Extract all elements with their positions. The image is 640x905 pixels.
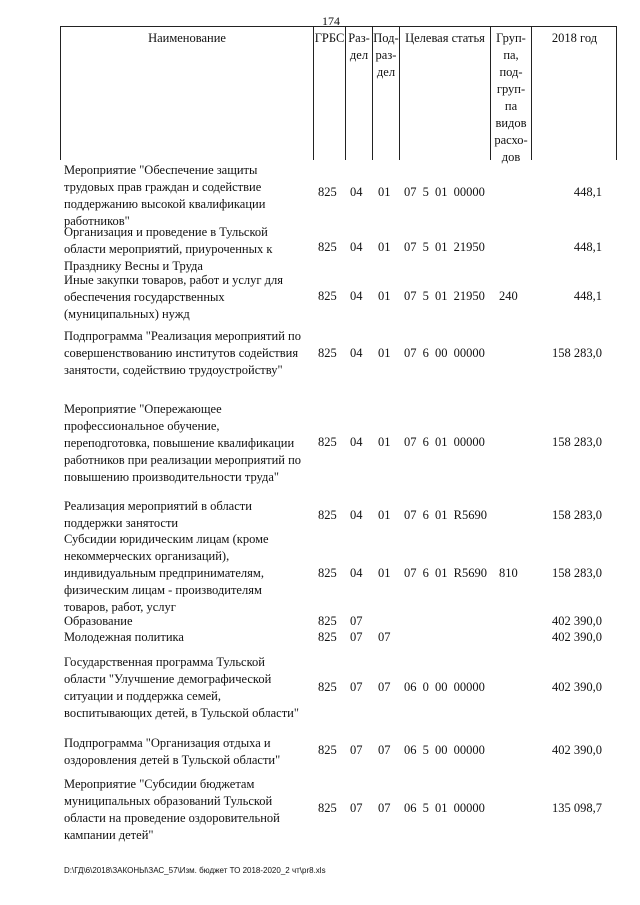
- row-amount: 158 283,0: [552, 435, 602, 449]
- row-target: 07 6 01 00000: [404, 435, 485, 449]
- row-podrazdel: 01: [378, 566, 391, 580]
- row-target: 07 5 01 21950: [404, 240, 485, 254]
- row-target: 06 0 00 00000: [404, 680, 485, 694]
- header-name: Наименование: [148, 31, 226, 45]
- header-razdel: Раз- дел: [348, 31, 370, 62]
- row-grbs: 825: [318, 435, 337, 449]
- row-razdel: 07: [350, 680, 363, 694]
- row-target: 07 5 01 21950: [404, 289, 485, 303]
- row-razdel: 04: [350, 435, 363, 449]
- row-amount: 402 390,0: [552, 680, 602, 694]
- header-year: 2018 год: [551, 31, 598, 45]
- row-name: Подпрограмма "Организация отдыха и оздоровления детей в Тульской области": [64, 736, 281, 767]
- row-target: 07 5 01 00000: [404, 185, 485, 199]
- row-name: Мероприятие "Субсидии бюджетам муниципальных образований Тульской области на проведение оздоровительной кампании детей": [64, 777, 280, 842]
- row-amount: 158 283,0: [552, 346, 602, 360]
- row-name: Подпрограмма "Реализация мероприятий по совершенствованию институтов содействия занятости, содействию трудоустройству": [64, 329, 301, 377]
- row-name: Мероприятие "Обеспечение защиты трудовых прав граждан и содействие поддержанию высокой квалификации работников": [64, 163, 266, 228]
- row-podrazdel: 01: [378, 435, 391, 449]
- row-grbs: 825: [318, 743, 337, 757]
- row-name: Образование: [64, 614, 133, 628]
- row-razdel: 04: [350, 346, 363, 360]
- row-grbs: 825: [318, 185, 337, 199]
- row-grbs: 825: [318, 566, 337, 580]
- row-vid: 810: [499, 566, 518, 580]
- row-amount: 158 283,0: [552, 566, 602, 580]
- row-vid: 240: [499, 289, 518, 303]
- row-razdel: 04: [350, 240, 363, 254]
- row-name: Организация и проведение в Тульской области мероприятий, приуроченных к Празднику Весны и Труда: [64, 225, 273, 273]
- row-razdel: 04: [350, 508, 363, 522]
- row-podrazdel: 07: [378, 801, 391, 815]
- row-grbs: 825: [318, 801, 337, 815]
- row-target: 07 6 01 R5690: [404, 566, 487, 580]
- row-grbs: 825: [318, 289, 337, 303]
- row-razdel: 04: [350, 289, 363, 303]
- row-podrazdel: 07: [378, 630, 391, 644]
- row-target: 07 6 00 00000: [404, 346, 485, 360]
- header-target: Целевая статья: [405, 31, 485, 45]
- row-podrazdel: 07: [378, 743, 391, 757]
- row-amount: 402 390,0: [552, 614, 602, 628]
- row-amount: 448,1: [573, 185, 602, 199]
- header-vid: Груп- па, под- груп- па видов расхо- дов: [494, 31, 528, 164]
- row-grbs: 825: [318, 240, 337, 254]
- file-path-footer: D:\ГД\6\2018\ЗАКОНЫ\ЗАС_57\Изм. бюджет ТО 2018-2020_2 чт\pr8.xls: [64, 866, 326, 875]
- row-amount: 448,1: [573, 289, 602, 303]
- row-razdel: 04: [350, 566, 363, 580]
- row-name: Государственная программа Тульской области "Улучшение демографической ситуации и поддержка семей, воспитывающих детей, в Тульской области": [64, 655, 299, 720]
- row-razdel: 04: [350, 185, 363, 199]
- row-amount: 135 098,7: [552, 801, 602, 815]
- row-razdel: 07: [350, 630, 363, 644]
- row-target: 06 5 01 00000: [404, 801, 485, 815]
- page-number: 174: [322, 14, 340, 28]
- row-name: Мероприятие "Опережающее профессиональное обучение, переподготовка, повышение квалификации работников при реализации мероприятий по повышению производительности труда": [64, 402, 302, 484]
- row-podrazdel: 01: [378, 346, 391, 360]
- row-podrazdel: 01: [378, 240, 391, 254]
- row-razdel: 07: [350, 801, 363, 815]
- row-podrazdel: 01: [378, 289, 391, 303]
- header-grbs: ГРБС: [314, 31, 345, 45]
- row-target: 07 6 01 R5690: [404, 508, 487, 522]
- row-podrazdel: 01: [378, 508, 391, 522]
- row-razdel: 07: [350, 743, 363, 757]
- row-name: Реализация мероприятий в области поддержки занятости: [64, 499, 252, 530]
- header-podrazdel: Под- раз- дел: [373, 31, 399, 79]
- row-amount: 448,1: [573, 240, 602, 254]
- row-amount: 402 390,0: [552, 743, 602, 757]
- row-grbs: 825: [318, 346, 337, 360]
- row-podrazdel: 01: [378, 185, 391, 199]
- row-amount: 158 283,0: [552, 508, 602, 522]
- row-razdel: 07: [350, 614, 363, 628]
- row-name: Молодежная политика: [64, 630, 184, 644]
- row-target: 06 5 00 00000: [404, 743, 485, 757]
- row-grbs: 825: [318, 508, 337, 522]
- row-grbs: 825: [318, 680, 337, 694]
- row-amount: 402 390,0: [552, 630, 602, 644]
- row-grbs: 825: [318, 630, 337, 644]
- row-name: Субсидии юридическим лицам (кроме некоммерческих организаций), индивидуальным предпринимателям, физическим лицам - производителям товаров, работ, услуг: [64, 532, 269, 614]
- row-podrazdel: 07: [378, 680, 391, 694]
- row-grbs: 825: [318, 614, 337, 628]
- row-name: Иные закупки товаров, работ и услуг для обеспечения государственных (муниципальных) нужд: [64, 273, 284, 321]
